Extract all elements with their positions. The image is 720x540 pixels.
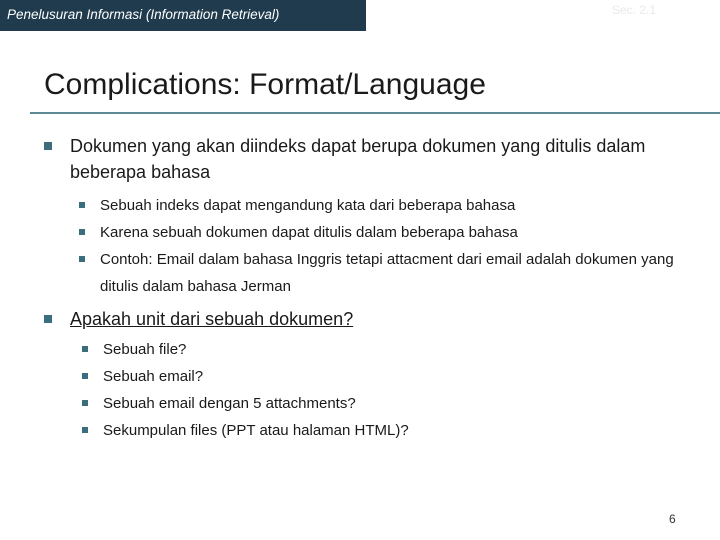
page-number: 6	[669, 512, 676, 526]
section-label: Sec. 2.1	[612, 3, 657, 17]
sub-bullet-text: Sebuah file?	[103, 341, 187, 358]
list-item	[100, 246, 690, 300]
square-bullet-icon	[79, 256, 85, 262]
title-divider	[30, 112, 720, 114]
square-bullet-icon	[79, 229, 85, 235]
list-item	[103, 363, 703, 390]
list-item	[70, 133, 670, 185]
list-item	[103, 417, 703, 444]
square-bullet-icon	[82, 427, 88, 433]
square-bullet-icon	[44, 142, 52, 150]
sub-bullet-text: Sebuah indeks dapat mengandung kata dari beberapa bahasa	[100, 197, 516, 214]
square-bullet-icon	[79, 202, 85, 208]
sub-bullet-text: Karena sebuah dokumen dapat ditulis dalam beberapa bahasa	[100, 224, 518, 241]
sub-bullet-text: Sebuah email?	[103, 368, 204, 385]
square-bullet-icon	[82, 346, 88, 352]
slide-title: Complications: Format/Language	[44, 68, 486, 101]
list-item	[100, 219, 700, 246]
square-bullet-icon	[82, 373, 88, 379]
bullet-text: Apakah unit dari sebuah dokumen?	[70, 309, 354, 329]
course-title: Penelusuran Informasi (Information Retrieval)	[7, 7, 280, 22]
list-item	[100, 192, 700, 219]
square-bullet-icon	[44, 315, 52, 323]
square-bullet-icon	[82, 400, 88, 406]
list-item	[103, 336, 703, 363]
sub-bullet-text: Contoh: Email dalam bahasa Inggris tetapi attacment dari email adalah dokumen yang ditulis dalam bahasa Jerman	[100, 251, 674, 295]
list-item	[70, 306, 670, 332]
sub-bullet-text: Sebuah email dengan 5 attachments?	[103, 395, 356, 412]
sub-bullet-text: Sekumpulan files (PPT atau halaman HTML)?	[103, 422, 409, 439]
header-band	[0, 0, 366, 31]
bullet-text: Dokumen yang akan diindeks dapat berupa dokumen yang ditulis dalam beberapa bahasa	[70, 136, 646, 182]
list-item	[103, 390, 703, 417]
